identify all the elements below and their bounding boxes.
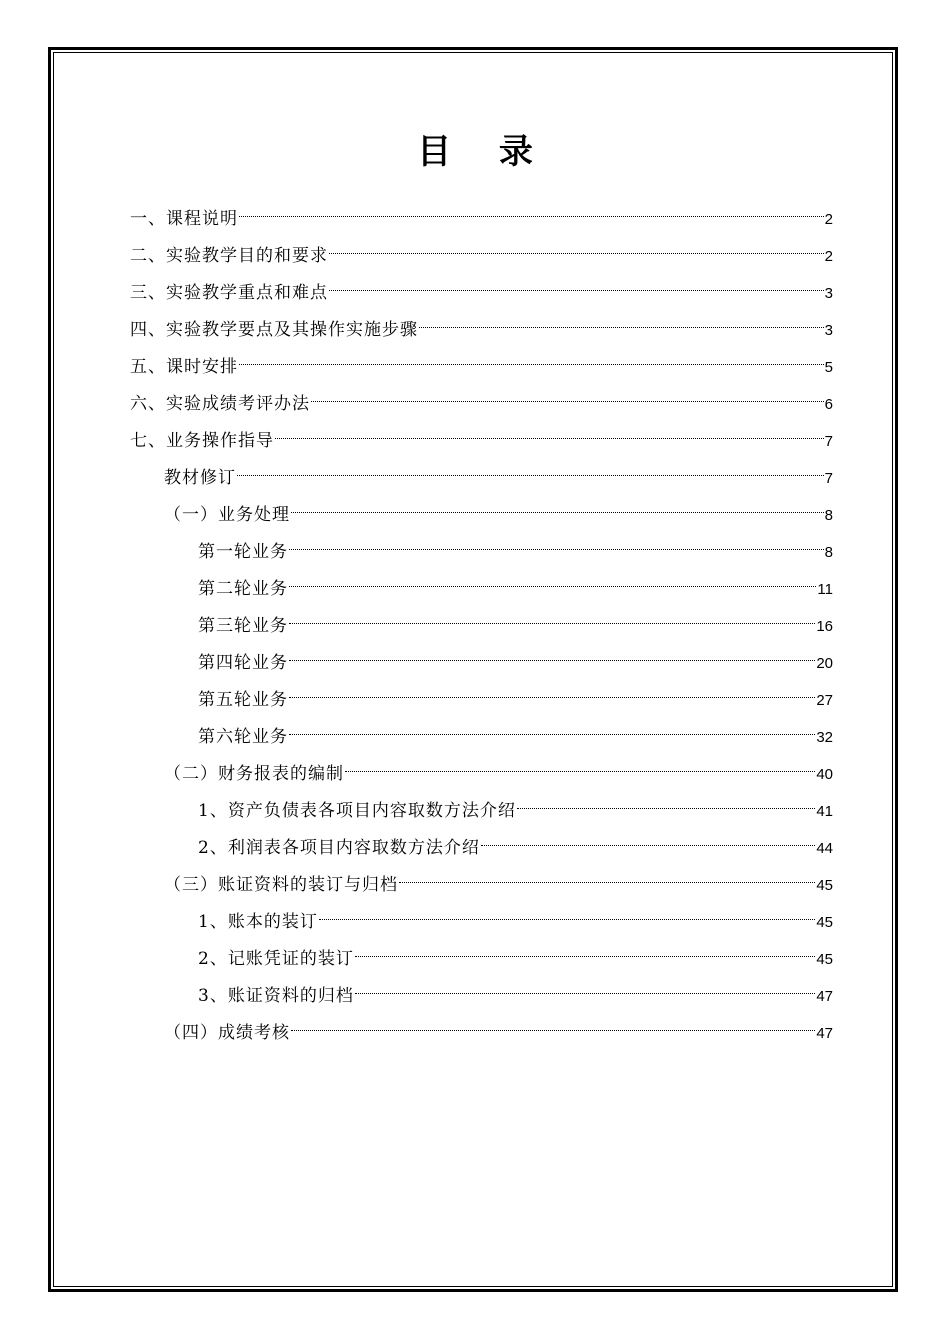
toc-dot-leader — [291, 1030, 815, 1031]
toc-entry-page: 5 — [824, 359, 833, 376]
toc-entry[interactable] — [164, 756, 833, 792]
toc-entry-label: 第四轮业务 — [198, 653, 288, 673]
toc-entry[interactable] — [164, 460, 833, 496]
toc-entry-page: 2 — [824, 211, 833, 228]
toc-dot-leader — [319, 919, 815, 920]
toc-entry[interactable] — [198, 941, 833, 977]
toc-entry-page: 47 — [816, 1025, 833, 1042]
toc-dot-leader — [355, 993, 815, 994]
toc-dot-leader — [419, 327, 824, 328]
toc-entry-label: 第五轮业务 — [198, 690, 288, 710]
toc-entry[interactable] — [164, 867, 833, 903]
toc-dot-leader — [329, 253, 824, 254]
toc-dot-leader — [355, 956, 815, 957]
toc-entry-label: 二、实验教学目的和要求 — [130, 246, 328, 266]
toc-entry-label: 第六轮业务 — [198, 727, 288, 747]
toc-dot-leader — [329, 290, 824, 291]
toc-dot-leader — [345, 771, 815, 772]
toc-entry-label: 五、课时安排 — [130, 357, 238, 377]
toc-dot-leader — [399, 882, 815, 883]
toc-dot-leader — [237, 475, 824, 476]
toc-entry[interactable] — [130, 275, 833, 311]
toc-dot-leader — [289, 623, 815, 624]
toc-entry-page: 11 — [817, 581, 833, 598]
toc-dot-leader — [517, 808, 815, 809]
toc-entry-page: 32 — [816, 729, 833, 746]
toc-dot-leader — [291, 512, 824, 513]
toc-entry-label: 2、利润表各项目内容取数方法介绍 — [198, 838, 480, 858]
toc-entry[interactable] — [198, 719, 833, 755]
toc-dot-leader — [275, 438, 824, 439]
toc-entry-page: 7 — [824, 433, 833, 450]
toc-entry[interactable] — [164, 497, 833, 533]
toc-entry[interactable] — [130, 312, 833, 348]
toc-dot-leader — [239, 216, 824, 217]
toc-entry-label: 2、记账凭证的装订 — [198, 949, 354, 969]
toc-entry-label: 一、课程说明 — [130, 209, 238, 229]
toc-dot-leader — [289, 734, 815, 735]
toc-entry-label: 1、账本的装订 — [198, 912, 318, 932]
toc-entry-page: 8 — [824, 507, 833, 524]
toc-entry-page: 47 — [816, 988, 833, 1005]
toc-entry[interactable] — [130, 349, 833, 385]
toc-entry[interactable] — [130, 201, 833, 237]
toc-entry-label: 六、实验成绩考评办法 — [130, 394, 310, 414]
toc-entry-label: 七、业务操作指导 — [130, 431, 274, 451]
toc-entry-page: 45 — [816, 914, 833, 931]
toc-entry[interactable] — [198, 534, 833, 570]
toc-entry-label: 第三轮业务 — [198, 616, 288, 636]
toc-entry[interactable] — [198, 682, 833, 718]
toc-entry-label: 三、实验教学重点和难点 — [130, 283, 328, 303]
toc-entry[interactable] — [198, 645, 833, 681]
toc-dot-leader — [289, 549, 824, 550]
toc-entry-page: 2 — [824, 248, 833, 265]
toc-entry-page: 8 — [824, 544, 833, 561]
toc-entry-page: 7 — [824, 470, 833, 487]
toc-entry[interactable] — [198, 904, 833, 940]
toc-entry-label: 教材修订 — [164, 468, 236, 488]
toc-entry-label: 第一轮业务 — [198, 542, 288, 562]
toc-dot-leader — [289, 697, 815, 698]
toc-entry-page: 40 — [816, 766, 833, 783]
toc-entry-label: （四）成绩考核 — [164, 1023, 290, 1043]
toc-entry-page: 16 — [816, 618, 833, 635]
toc-title: 目 录 — [417, 132, 551, 172]
toc-dot-leader — [239, 364, 824, 365]
toc-entry[interactable] — [130, 386, 833, 422]
toc-entry-label: （三）账证资料的装订与归档 — [164, 875, 398, 895]
toc-entry[interactable] — [130, 238, 833, 274]
toc-entry-page: 45 — [816, 877, 833, 894]
toc-entry-page: 6 — [824, 396, 833, 413]
toc-entry-page: 20 — [816, 655, 833, 672]
toc-entry[interactable] — [198, 978, 833, 1014]
toc-entry[interactable] — [198, 793, 833, 829]
toc-entry-label: 1、资产负债表各项目内容取数方法介绍 — [198, 801, 516, 821]
toc-entry[interactable] — [198, 830, 833, 866]
toc-entry[interactable] — [198, 571, 833, 607]
toc-entry-page: 45 — [816, 951, 833, 968]
toc-dot-leader — [311, 401, 824, 402]
toc-entry[interactable] — [130, 423, 833, 459]
toc-dot-leader — [481, 845, 815, 846]
toc-entry[interactable] — [164, 1015, 833, 1051]
toc-entry-label: （一）业务处理 — [164, 505, 290, 525]
toc-entry-label: （二）财务报表的编制 — [164, 764, 344, 784]
toc-entry-page: 3 — [824, 285, 833, 302]
toc-entry-page: 3 — [824, 322, 833, 339]
toc-entry-label: 3、账证资料的归档 — [198, 986, 354, 1006]
toc-entry-page: 41 — [816, 803, 833, 820]
toc-entry[interactable] — [198, 608, 833, 644]
toc-entry-page: 44 — [816, 840, 833, 857]
toc-entry-page: 27 — [816, 692, 833, 709]
toc-dot-leader — [289, 586, 816, 587]
toc-entry-label: 第二轮业务 — [198, 579, 288, 599]
toc-dot-leader — [289, 660, 815, 661]
toc-entry-label: 四、实验教学要点及其操作实施步骤 — [130, 320, 418, 340]
